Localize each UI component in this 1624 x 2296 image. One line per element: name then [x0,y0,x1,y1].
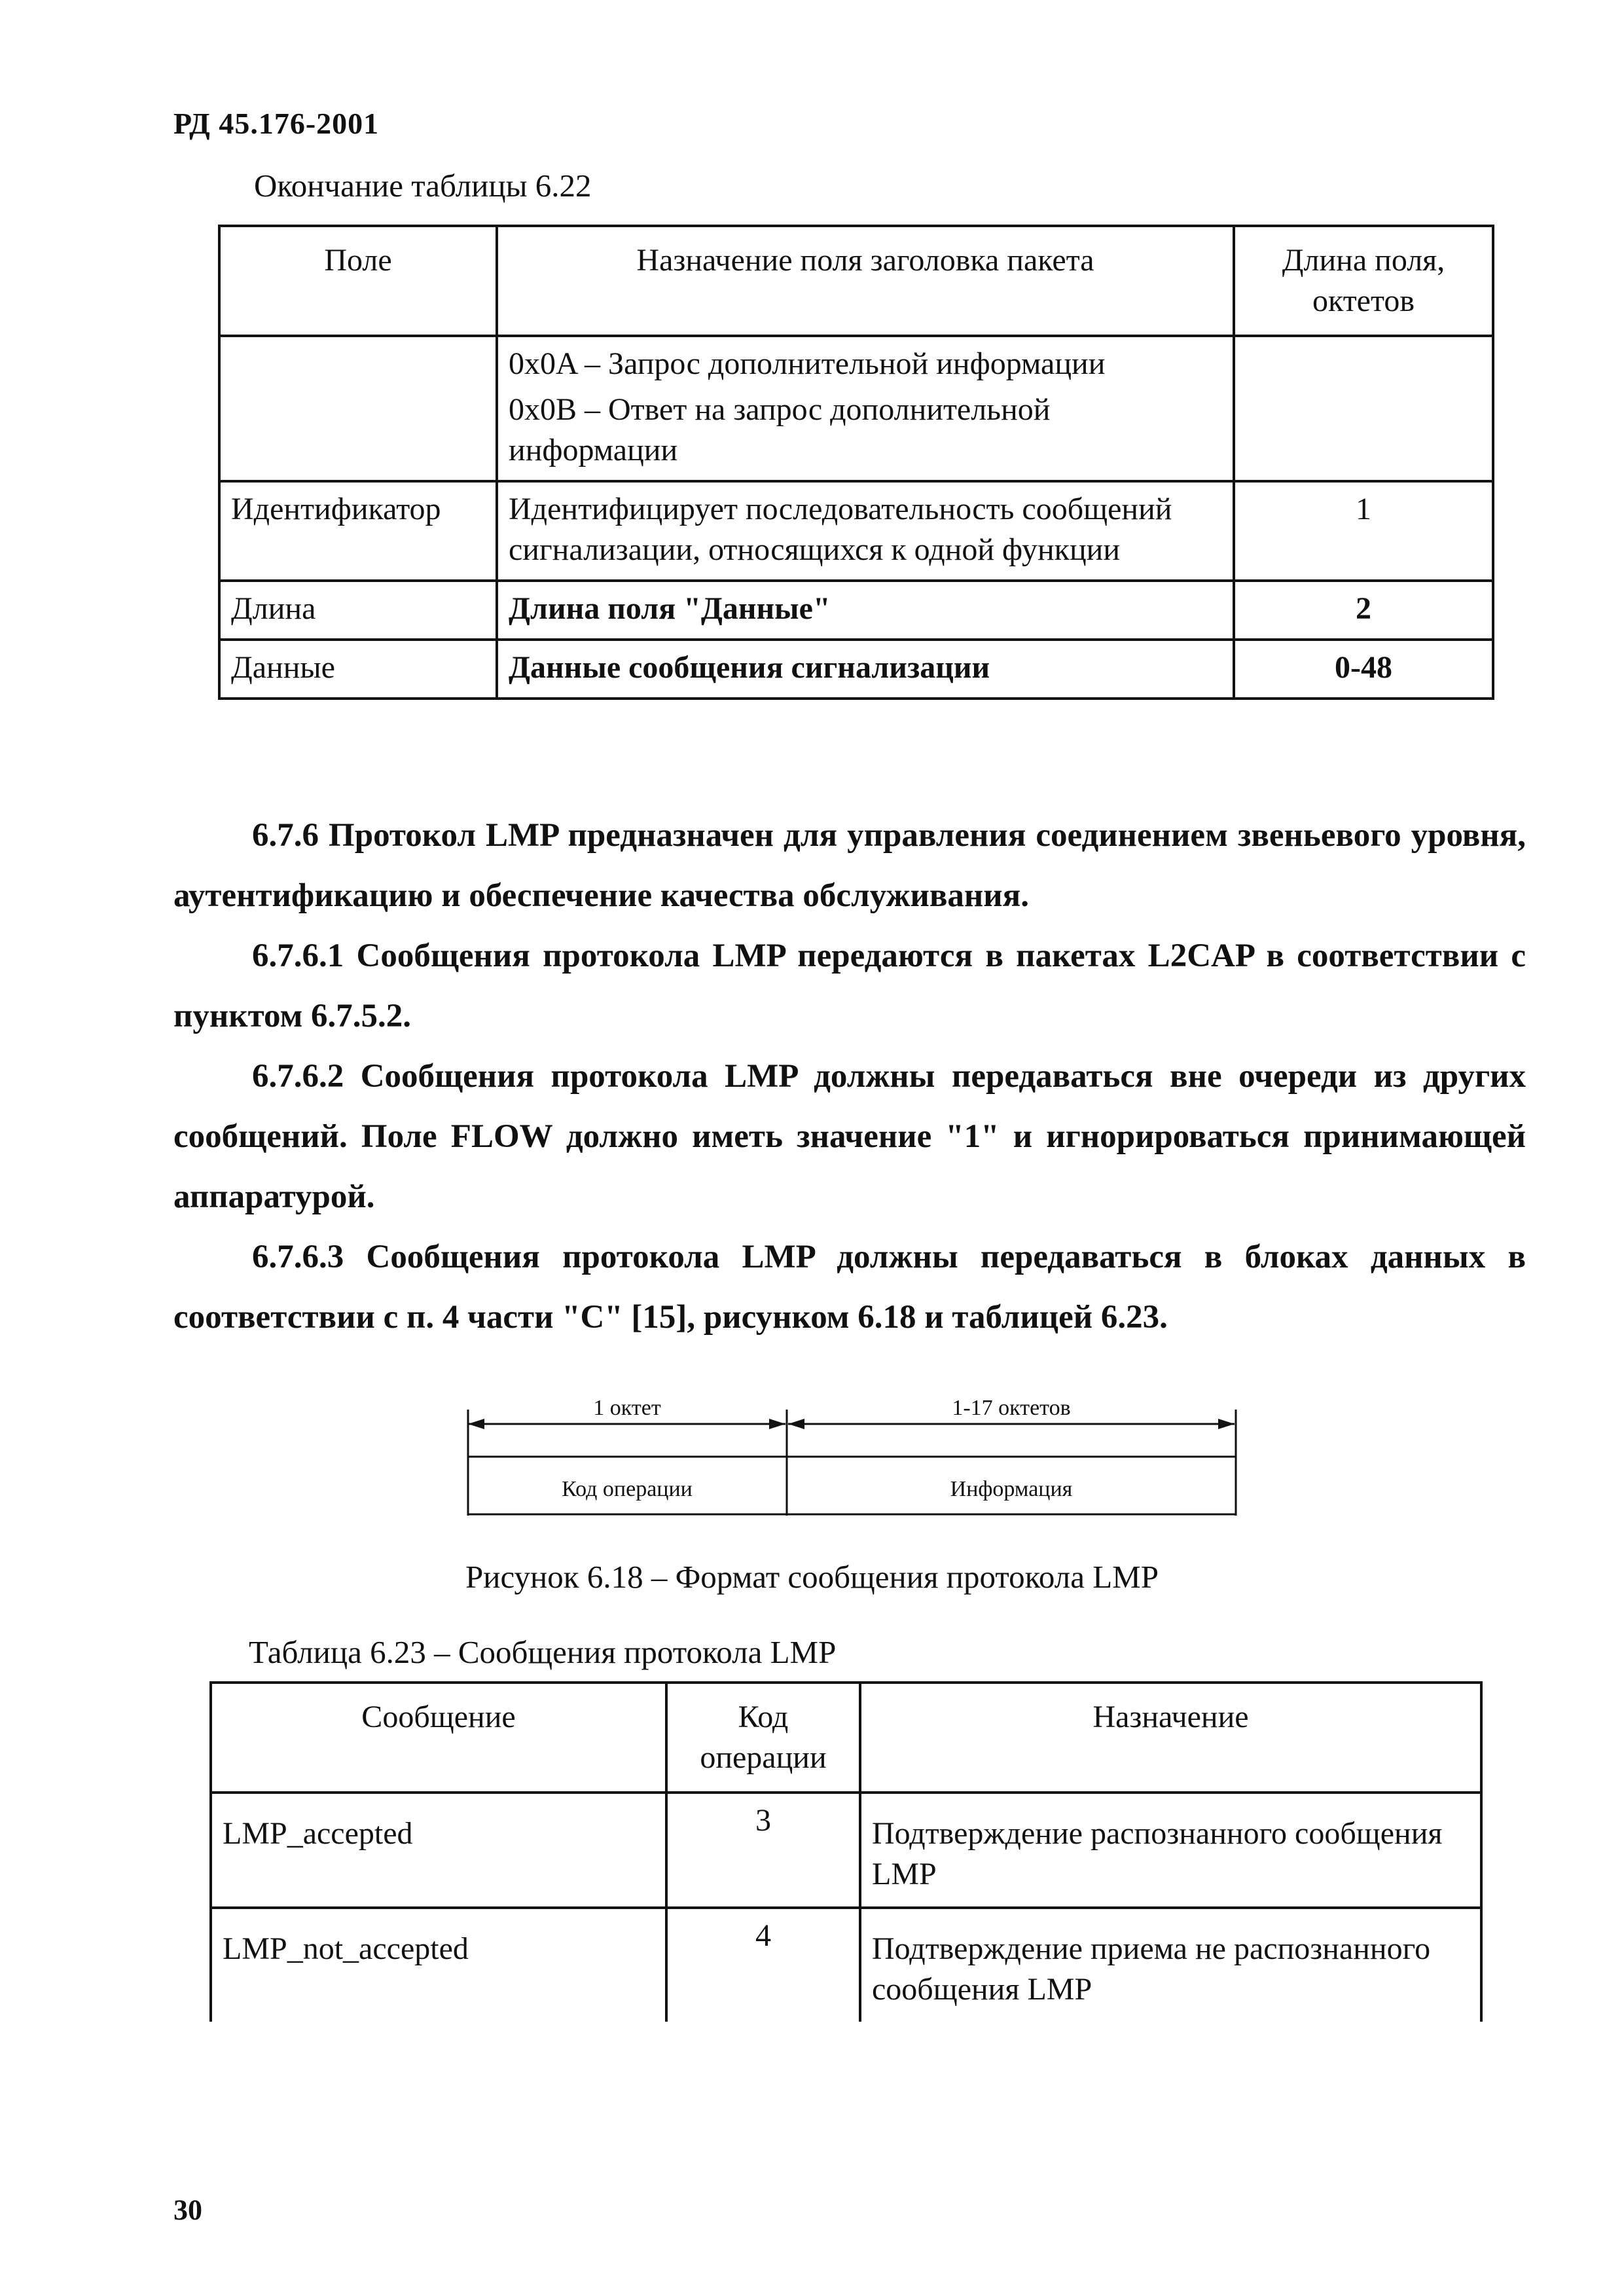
field-information: Информация [950,1477,1073,1501]
cell-length: 2 [1234,581,1493,640]
cell-field: Данные [219,640,497,699]
column-header-purpose: Назначение [860,1683,1481,1793]
table-header-row [211,1683,1481,1793]
table-row [211,1793,1481,1908]
table-row [219,640,1493,699]
figure-6-18-diagram [465,1391,1240,1516]
paragraph: 6.7.6.3 Сообщения протокола LMP должны передаваться в блоках данных в соответствии с п. 4 части "C" [15], рисунком 6.18 и таблицей 6.23. [173,1239,1526,1336]
cell-message: LMP_not_accepted [211,1908,666,2022]
table-row [219,336,1493,481]
column-header-opcode: Код операции [666,1683,860,1793]
cell-message: LMP_accepted [211,1793,666,1908]
cell-purpose: Данные сообщения сигнализации [497,640,1234,699]
table-row [219,481,1493,581]
cell-length [1234,336,1493,481]
column-header-field: Поле [219,226,497,336]
purpose-line: 0x0B – Ответ на запрос дополнительной информации [509,392,1051,467]
body-text [173,805,1526,1347]
figure-6-18-caption: Рисунок 6.18 – Формат сообщения протокола LMP [465,1559,1159,1595]
arrow-right-icon [1218,1419,1235,1429]
document-code: РД 45.176-2001 [173,107,380,140]
paragraph: 6.7.6.2 Сообщения протокола LMP должны передаваться вне очереди из других сообщений. Поле FLOW должно иметь значение "1" и игнорироваться принимающей аппаратурой. [173,1058,1526,1215]
purpose-line: 0x0A – Запрос дополнительной информации [509,346,1106,381]
column-header-length: Длина поля, октетов [1234,226,1493,336]
table-6-22 [218,225,1494,700]
table-6-23 [209,1681,1483,2022]
cell-purpose [497,336,1234,481]
column-header-purpose: Назначение поля заголовка пакета [497,226,1234,336]
paragraph: 6.7.6.1 Сообщения протокола LMP передаются в пакетах L2CAP в соответствии с пунктом 6.7.5.2. [173,938,1526,1034]
arrow-left-icon [468,1419,484,1429]
cell-purpose: Подтверждение распознанного сообщения LMP [860,1793,1481,1908]
cell-field: Длина [219,581,497,640]
cell-purpose: Длина поля "Данные" [497,581,1234,640]
cell-purpose: Идентифицирует последовательность сообщений сигнализации, относящихся к одной функции [497,481,1234,581]
cell-length: 1 [1234,481,1493,581]
column-header-message: Сообщение [211,1683,666,1793]
field-opcode: Код операции [562,1477,693,1501]
cell-purpose: Подтверждение приема не распознанного сообщения LMP [860,1908,1481,2022]
label-one-octet: 1 октет [593,1396,661,1420]
arrow-left-icon [788,1419,804,1429]
cell-length: 0-48 [1234,640,1493,699]
cell-opcode: 3 [666,1793,860,1908]
table-6-22-caption: Окончание таблицы 6.22 [254,168,592,204]
paragraph: 6.7.6 Протокол LMP предназначен для управления соединением звеньевого уровня, аутентификацию и обеспечение качества обслуживания. [173,817,1526,914]
page-number: 30 [173,2194,202,2226]
table-row [211,1908,1481,2022]
table-row [219,581,1493,640]
table-header-row [219,226,1493,336]
cell-field [219,336,497,481]
cell-field: Идентификатор [219,481,497,581]
table-6-23-caption: Таблица 6.23 – Сообщения протокола LMP [249,1634,837,1670]
label-1-17-octets: 1-17 октетов [952,1396,1071,1420]
cell-opcode: 4 [666,1908,860,2022]
arrow-right-icon [769,1419,785,1429]
